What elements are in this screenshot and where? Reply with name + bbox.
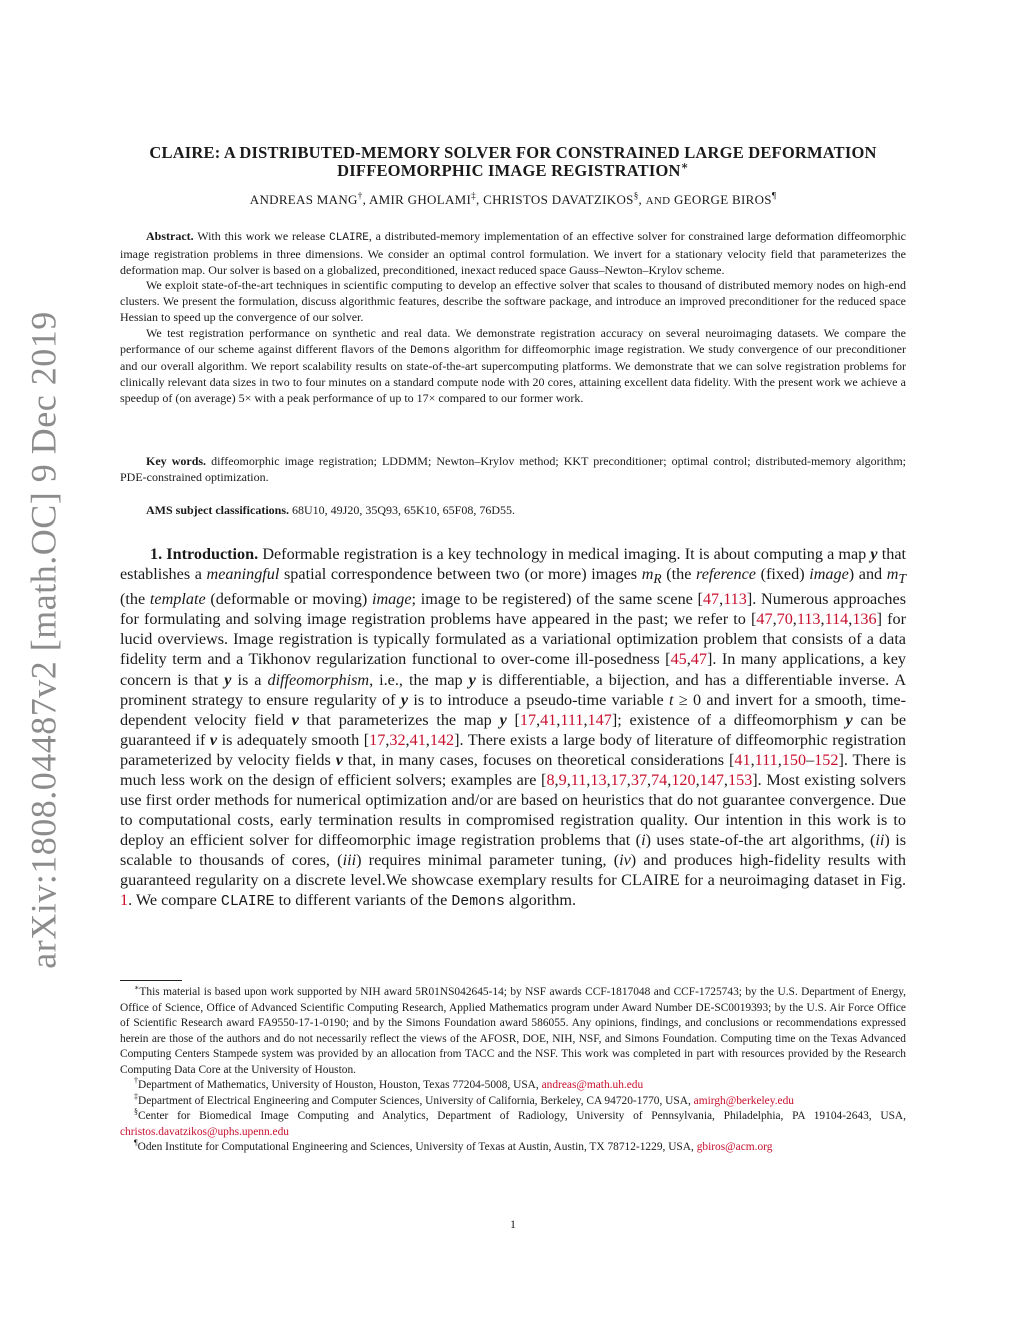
demons-code: Demons <box>451 894 505 911</box>
citation-link[interactable]: 8 <box>546 770 555 789</box>
title-line-2: DIFFEOMORPHIC IMAGE REGISTRATION∗ <box>337 160 689 180</box>
author-1: ANDREAS MANG <box>249 192 358 207</box>
claire-code: CLAIRE <box>329 232 369 244</box>
figure-link[interactable]: 1 <box>120 891 129 910</box>
citation-link[interactable]: 47 <box>702 590 720 609</box>
arxiv-sidebar-stamp <box>14 311 74 969</box>
author-4: GEORGE BIROS <box>673 192 772 207</box>
citation-link[interactable]: 32 <box>389 730 406 749</box>
citation-link[interactable]: 45 <box>670 650 687 669</box>
citation-link[interactable]: 113 <box>723 590 747 609</box>
citation-link[interactable]: 70 <box>776 610 793 629</box>
citation-link[interactable]: 74 <box>651 770 668 789</box>
abstract-paragraph-2: We exploit state-of-the-art techniques in scientific computing to develop an effective solver that scales to thousand of distributed memory nodes on high-end clusters. We present the formulation, discuss algorithmic features, describe the software package, and introduce an improved preconditioner for the reduced space Hessian to speed up the convergence of our solver. <box>120 278 906 324</box>
footnote-affiliation-3: §Center for Biomedical Image Computing and Analytics, Department of Radiology, University of Pennsylvania, Philadelphia, PA 19104-2643, USA, christos.davatzikos@uphs.upenn.edu <box>120 1107 906 1138</box>
paper-title <box>120 144 906 180</box>
citation-link[interactable]: 11 <box>570 770 587 789</box>
abstract-label: Abstract. <box>146 229 194 243</box>
footnote-affiliation-2: ‡Department of Electrical Engineering and Computer Sciences, University of California, Berkeley, CA 94720-1770, USA, amirgh@berkeley.edu <box>134 1091 794 1107</box>
demons-code: Demons <box>410 344 450 357</box>
citation-link[interactable]: 150 <box>781 750 807 769</box>
claire-code: CLAIRE <box>220 894 275 911</box>
citation-link[interactable]: 111 <box>560 710 584 729</box>
section-heading: 1. Introduction. <box>150 545 259 563</box>
abstract-paragraph-1: Abstract. With this work we release CLAIRE, a distributed-memory implementation of an effective solver for constrained large deformation diffeomorphic image registration problems in three dimensions. We consider an optimal control formulation. We invert for a stationary velocity field that parameterizes the deformation map. Our solver is based on a globalized, preconditioned, inexact reduced space Gauss–Newton–Krylov scheme. <box>120 229 906 277</box>
author-2: AMIR GHOLAMI <box>368 192 472 207</box>
citation-link[interactable]: 113 <box>796 610 821 629</box>
ams-label: AMS subject classifications. <box>146 503 289 517</box>
citation-link[interactable]: 17 <box>610 770 627 789</box>
citation-link[interactable]: 47 <box>690 650 707 669</box>
citation-link[interactable]: 41 <box>409 730 426 749</box>
citation-link[interactable]: 153 <box>727 770 753 789</box>
email-link[interactable]: amirgh@berkeley.edu <box>693 1094 794 1107</box>
citation-link[interactable]: 136 <box>852 610 877 629</box>
citation-link[interactable]: 17 <box>519 710 537 729</box>
citation-link[interactable]: 41 <box>540 710 557 729</box>
citation-link[interactable]: 13 <box>590 770 607 789</box>
email-link[interactable]: christos.davatzikos@uphs.upenn.edu <box>120 1125 289 1138</box>
citation-link[interactable]: 152 <box>814 750 839 769</box>
footnote-affiliation-4: ¶Oden Institute for Computational Engineering and Sciences, University of Texas at Austin, Austin, TX 78712-1229, USA, gbiros@acm.org <box>134 1138 773 1153</box>
citation-link[interactable]: 17 <box>369 730 386 749</box>
citation-link[interactable]: 147 <box>587 710 612 729</box>
citation-link[interactable]: 120 <box>671 770 696 789</box>
keywords-label: Key words. <box>146 454 207 468</box>
author-list: ANDREAS MANG†, AMIR GHOLAMI‡, CHRISTOS DAVATZIKOS§, AND GEORGE BIROS¶ <box>249 190 777 207</box>
citation-link[interactable]: 37 <box>630 770 648 789</box>
citation-link[interactable]: 9 <box>558 770 567 789</box>
keywords: Key words. diffeomorphic image registration; LDDMM; Newton–Krylov method; KKT preconditioner; optimal control; distributed-memory algorithm; PDE-constrained optimization. <box>120 454 906 484</box>
author-and: AND <box>645 195 671 207</box>
footnotes <box>120 985 906 1156</box>
citation-link[interactable]: 147 <box>699 770 724 789</box>
introduction-section: 1. Introduction. Deformable registration is a key technology in medical imaging. It is about computing a map y that establishes a meaningful spatial correspondence between two (or more) images $m_R$ (the reference (fixed) image) and $m_T$ (the template (deformable or moving) image; image to be registered) of the same scene [47,113]. Numerous approaches for formulating and solving image registration problems have appeared in the past; we refer to [47,70,113,114,136] for lucid overviews. Image registration is typically formulated as a variational optimization problem that consists of a data fidelity term and a Tikhonov regularization functional to over-come ill-posedness [45,47]. In many applications, a key concern is that y is a diffeomorphism, i.e., the map y is differentiable, a bijection, and has a differentiable inverse. A prominent strategy to ensure regularity of y is to introduce a pseudo-time variable t ≥ 0 and invert for a smooth, time-dependent velocity field v that parameterizes the map y [17,41,111,147]; existence of a diffeomorphism y can be guaranteed if v is adequately smooth [17,32,41,142]. There exists a large body of literature of diffeomorphic registration parameterized by velocity fields v that, in many cases, focuses on theoretical considerations [41,111,150–152]. There is much less work on the design of efficient solvers; examples are [8,9,11,13,17,37,74,120,147,153]. Most existing solvers use first order methods for numerical optimization and/or are based on heuristics that do not guarantee convergence. Due to computational costs, early termination results in compromised registration quality. Our intention in this work is to deploy an efficient solver for diffeomorphic image registration problems that (i) uses state-of-the art algorithms, (ii) is scalable to thousands of cores, (iii) requires minimal parameter tuning, (iv) and produces high-fidelity results with guaranteed regularity on a discrete level.We showcase exemplary results for CLAIRE for a neuroimaging dataset in Fig. 1. We compare CLAIRE to different variants of the Demons algorithm. <box>120 545 907 911</box>
footnote-funding: ∗This material is based upon work supported by NIH award 5R01NS042645-14; by NSF awards CCF-1817048 and CCF-1725743; by the U.S. Department of Energy, Office of Science, Office of Advanced Scientific Computing Research, Applied Mathematics program under Award Number DE-SC0019393; by the U.S. Air Force Office of Scientific Research award FA9550-17-1-0190; and by the Simons Foundation award 586055. Any opinions, findings, and conclusions or recommendations expressed herein are those of the authors and do not necessarily reflect the views of the AFOSR, DOE, NIH, NSF, and Simons Foundation. Computing time on the Texas Advanced Computing Centers Stampede system was provided by an allocation from TACC and the NSF. This work was completed in part with resources provided by the Research Computing Data Core at the University of Houston. <box>120 983 906 1076</box>
page-number: 1 <box>510 1217 516 1231</box>
title-line-1: CLAIRE: A DISTRIBUTED-MEMORY SOLVER FOR CONSTRAINED LARGE DEFORMATION <box>149 143 877 162</box>
ams-classifications: AMS subject classifications. 68U10, 49J20, 35Q93, 65K10, 65F08, 76D55. <box>146 503 516 517</box>
citation-link[interactable]: 142 <box>429 730 455 749</box>
author-3: CHRISTOS DAVATZIKOS <box>483 192 634 207</box>
email-link[interactable]: andreas@math.uh.edu <box>541 1079 644 1091</box>
abstract <box>120 229 906 407</box>
email-link[interactable]: gbiros@acm.org <box>696 1141 773 1153</box>
footnote-divider <box>120 980 182 981</box>
citation-link[interactable]: 114 <box>824 610 849 629</box>
abstract-paragraph-3: We test registration performance on synthetic and real data. We demonstrate registration accuracy on several neuroimaging datasets. We compare the performance of our scheme against different flavors of the Demons algorithm for diffeomorphic image registration. We study convergence of our preconditioner and our overall algorithm. We report scalability results on state-of-the-art supercomputing platforms. We demonstrate that we can solve registration problems for clinically relevant data sizes in two to four minutes on a standard compute node with 20 cores, attaining excellent data fidelity. With the present work we achieve a speedup of (on average) 5× with a peak performance of up to 17× compared to our former work. <box>120 325 906 405</box>
citation-link[interactable]: 47 <box>756 610 773 629</box>
footnote-affiliation-1: †Department of Mathematics, University of Houston, Houston, Texas 77204-5008, USA, andreas@math.uh.edu <box>134 1076 644 1091</box>
arxiv-id: arXiv:1808.04487v2 [math.OC] 9 Dec 2019 <box>24 311 64 969</box>
citation-link[interactable]: 41 <box>734 750 751 769</box>
citation-link[interactable]: 111 <box>754 750 778 769</box>
